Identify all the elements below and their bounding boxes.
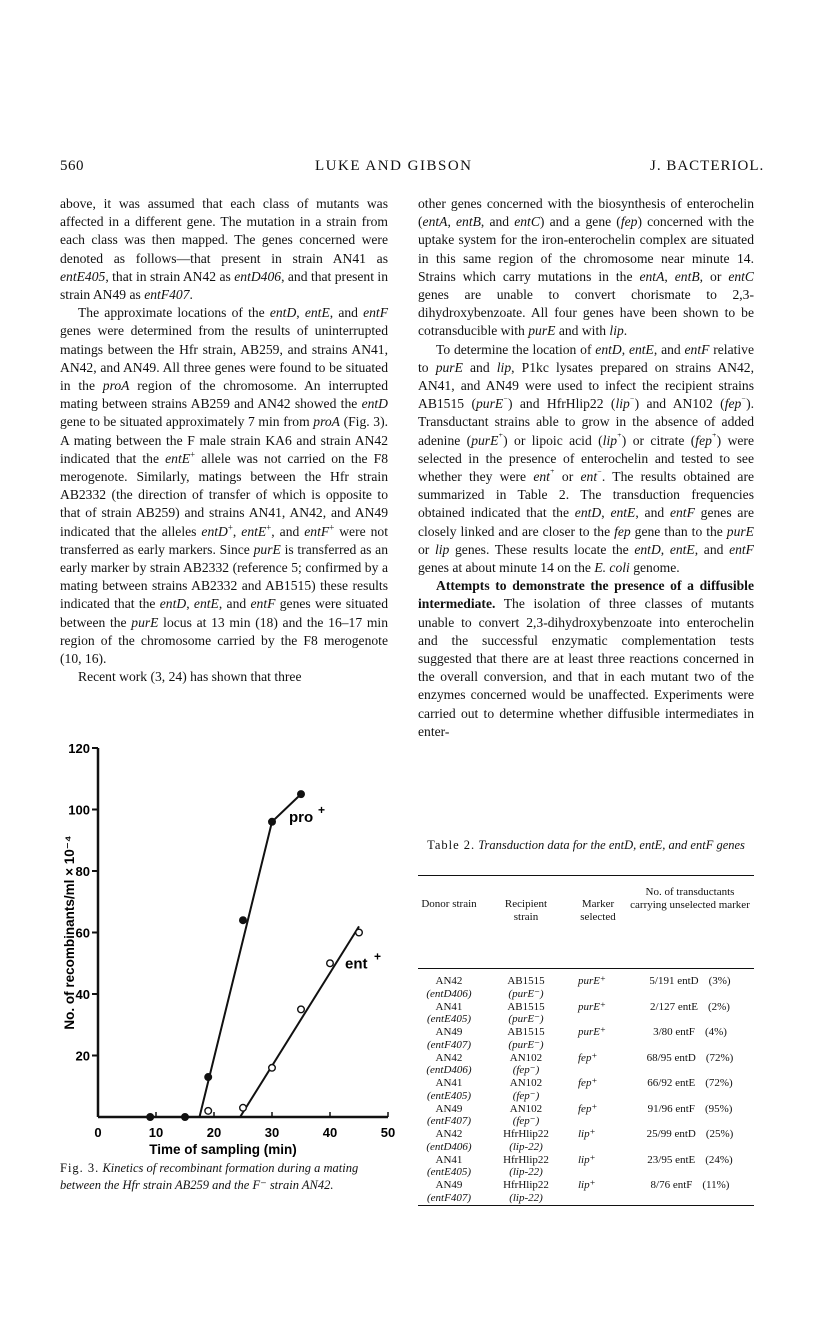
- cell-marker: [578, 1077, 618, 1090]
- gene-name: purE: [726, 523, 754, 539]
- cell-marker: [578, 1052, 618, 1065]
- text-run: locus at 13 min (18) and the 16–17 min region of the chromosome carried by the F8 merogenote (10, 16).: [60, 614, 388, 667]
- cell-count: [628, 1154, 752, 1167]
- text-run: ,: [447, 214, 456, 230]
- cell-donor: [418, 1026, 480, 1051]
- gene-name: entD: [361, 396, 388, 412]
- donor-allele: (entD406): [426, 1140, 472, 1153]
- text-run: ,: [232, 523, 242, 539]
- gene-name: entD: [269, 305, 297, 321]
- text-run: ) or citrate (: [621, 432, 696, 448]
- gene-name: entB: [456, 214, 481, 230]
- text-run: .: [623, 323, 628, 339]
- recipient-genotype: (lip-22): [509, 1140, 543, 1153]
- text-run: , and: [653, 341, 685, 357]
- gene-name: entF: [669, 505, 695, 521]
- gene-name: lip: [609, 323, 624, 339]
- data-point-ent+: [240, 1104, 247, 1111]
- superscript: +: [266, 522, 272, 533]
- y-tick-label: 100: [68, 802, 90, 818]
- transductant-percent: (3%): [708, 975, 731, 987]
- donor-allele: (entE405): [427, 1089, 471, 1102]
- y-axis-title: No. of recombinants/ml × 10⁻⁴: [62, 835, 77, 1030]
- superscript: +: [227, 522, 233, 533]
- recipient-strain: HfrHlip22: [503, 1128, 549, 1140]
- text-run: above, it was assumed that each class of mutants was affected in a different gene. The mutation in a strain from each class was then mapped. The genes concerned were denoted as follows—that present in strain AN41 as: [60, 196, 388, 266]
- paragraph-mutant-classes: [60, 195, 388, 304]
- series-label-ent+: ent: [345, 955, 368, 973]
- gene-name: lip: [602, 432, 618, 448]
- x-tick-label: 20: [206, 1125, 222, 1140]
- section-text: The isolation of three classes of mutants unable to convert 2,3-dihydroxybenzoate into enterochelin and the successful enzymatic complementation tests suggested that there are at least three reactions concerned in the overall conversion, and that in each mutant two of the enzymes concerned would be unaffected. Experiments were carried out to determine whether diffusible intermediates in enter-: [418, 596, 754, 739]
- text-run: ) and a gene (: [539, 214, 621, 230]
- marker-selected: purE⁺: [578, 1000, 606, 1013]
- transductant-count: 5/191 entD: [649, 975, 699, 987]
- donor-allele: (entF407): [427, 1115, 471, 1127]
- text-run: , that in strain AN42 as: [105, 268, 235, 284]
- gene-name: entA: [639, 268, 665, 284]
- data-point-pro+: [205, 1074, 212, 1081]
- paragraph-recent-work: Recent work (3, 24) has shown that three: [78, 669, 302, 685]
- text-run: is transferred as an early marker by strain AB2332 (reference 5; confirmed by a mating between strains AB2332 and AB1515) these results indicated that the: [60, 541, 389, 612]
- gene-name: fep: [695, 432, 712, 448]
- table-row: [418, 975, 754, 1001]
- text-run: genes were situated between the: [60, 596, 389, 630]
- paragraph-transduction: [418, 341, 754, 578]
- running-title: LUKE AND GIBSON: [315, 158, 473, 174]
- text-run: genes at about minute 14 on the: [418, 560, 595, 576]
- recipient-genotype: (fep⁻): [512, 1089, 540, 1102]
- text-run: ) and HfrHlip22 (: [507, 396, 616, 412]
- gene-name: entA: [422, 214, 448, 230]
- transductant-count: 68/95 entD: [646, 1051, 696, 1064]
- transductant-percent: (4%): [704, 1026, 727, 1038]
- text-run: or: [554, 469, 581, 485]
- transductant-count: 91/96 entF: [647, 1102, 695, 1115]
- text-run: and with: [555, 323, 610, 339]
- cell-marker: [578, 1026, 618, 1039]
- donor-strain: AN49: [435, 1026, 463, 1038]
- data-point-ent+: [205, 1108, 212, 1115]
- gene-name: entD: [634, 541, 661, 557]
- cell-count: [628, 1179, 752, 1192]
- gene-name: entE: [669, 541, 695, 557]
- paragraph-diffusible-intermediate: [418, 577, 754, 741]
- transductant-percent: (11%): [702, 1179, 730, 1191]
- gene-name: entF: [250, 596, 276, 612]
- superscript: +: [190, 449, 196, 460]
- table-2: [418, 875, 754, 1206]
- recipient-strain: AN102: [509, 1077, 543, 1089]
- recipient-strain: AN102: [509, 1051, 543, 1064]
- donor-strain: AN41: [435, 1077, 463, 1089]
- text-run: other genes concerned with the biosynthesis of enterochelin (: [418, 196, 754, 230]
- text-run: genes were determined from the results of uninterrupted matings between the Hfr strain, AB259, and strains AN41, AN42, and AN49. All three genes were found to be situated in the: [60, 323, 388, 394]
- transductant-percent: (2%): [707, 1000, 730, 1013]
- chart-svg: [50, 740, 400, 1157]
- cell-count: [628, 1103, 752, 1116]
- transductant-count: 66/92 entE: [647, 1077, 696, 1089]
- donor-strain: AN41: [435, 1153, 463, 1166]
- marker-selected: fep⁺: [578, 1102, 598, 1115]
- text-run: or: [418, 541, 435, 557]
- table-row: [418, 1128, 754, 1154]
- cell-marker: [578, 1128, 618, 1141]
- series-label-sup-ent+: +: [374, 949, 382, 964]
- cell-recipient: [500, 1001, 552, 1026]
- transductant-percent: (72%): [705, 1077, 733, 1089]
- gene-name: purE: [528, 323, 556, 339]
- recipient-strain: HfrHlip22: [503, 1153, 549, 1166]
- table-title: [418, 837, 754, 853]
- cell-count: [628, 975, 752, 988]
- data-point-ent+: [327, 960, 334, 967]
- page-number: 560: [60, 158, 84, 174]
- data-point-ent+: [269, 1065, 276, 1072]
- table-title-label: Table 2.: [427, 838, 476, 852]
- text-run: were not transferred as early markers. Since: [60, 523, 388, 557]
- table-row: [418, 1026, 754, 1052]
- gene-name: lip: [496, 359, 512, 375]
- gene-name: lip: [615, 396, 630, 412]
- text-run: ) were selected in the presence of enterochelin and tested to see whether they were: [418, 432, 754, 485]
- cell-recipient: [500, 975, 552, 1000]
- text-run: To determine the location of: [436, 341, 596, 357]
- text-run: genes are unable to convert chorismate to 2,3-dihydroxybenzoate. All four genes have been shown to be cotransducible with: [418, 287, 754, 339]
- table-row: [418, 1077, 754, 1103]
- data-point-pro+: [298, 791, 305, 798]
- data-point-pro+: [182, 1114, 189, 1121]
- superscript: ⁻: [597, 467, 602, 478]
- superscript: +: [329, 522, 335, 533]
- recipient-strain: AB1515: [507, 975, 545, 987]
- text-run: .: [189, 287, 193, 303]
- text-run: ) concerned with the uptake system for the iron-enterochelin complex are situated in this same region of the chromosome near minute 14. Strains which carry mutations in the: [418, 214, 754, 284]
- table-row: [418, 1179, 754, 1205]
- cell-recipient: [500, 1103, 552, 1128]
- gene-name: entE: [628, 341, 654, 357]
- text-run: region of the chromosome. An interrupted mating between strains AB259 and AN42 showed the: [60, 378, 389, 412]
- text-run: genes are closely linked and are closer to the: [418, 505, 755, 539]
- recipient-genotype: (fep⁻): [512, 1064, 540, 1076]
- donor-strain: AN49: [435, 1102, 463, 1115]
- recipient-genotype: (purE⁻): [508, 987, 544, 1000]
- recipient-genotype: (purE⁻): [508, 1038, 544, 1051]
- cell-recipient: [500, 1077, 552, 1102]
- gene-name: purE: [131, 614, 159, 630]
- gene-name: entF: [304, 523, 330, 539]
- gene-name: ent: [533, 469, 550, 485]
- text-run: , and that present in strain AN49 as: [60, 268, 389, 303]
- cell-donor: [418, 1077, 480, 1102]
- figure-caption-label: Fig. 3.: [60, 1161, 100, 1175]
- gene-name: entD: [159, 596, 187, 612]
- text-run: , and: [480, 214, 515, 230]
- y-tick-label: 120: [68, 741, 90, 756]
- recipient-strain: AB1515: [507, 1000, 545, 1013]
- gene-name: fep: [724, 396, 742, 412]
- text-run: . The results obtained are summarized in Table 2. The transduction frequencies obtained indicated that the: [418, 469, 755, 521]
- donor-strain: AN42: [435, 1051, 463, 1064]
- table-title-text: Transduction data for the entD, entE, and entF genes: [475, 838, 745, 852]
- cell-donor: [418, 1128, 480, 1153]
- superscript: ⁺: [549, 467, 555, 478]
- col-header-recipient: Recipient strain: [504, 898, 548, 923]
- gene-name: proA: [102, 378, 130, 394]
- marker-selected: fep⁺: [578, 1077, 598, 1089]
- text-run: ,: [296, 305, 305, 321]
- gene-name: entD: [201, 523, 228, 539]
- text-run: ) and AN102 (: [634, 396, 725, 412]
- x-tick-label: 50: [380, 1125, 396, 1140]
- donor-strain: AN41: [435, 1000, 463, 1013]
- recipient-strain: AB1515: [507, 1026, 545, 1038]
- gene-name: entC: [514, 214, 540, 230]
- gene-name: entD: [574, 505, 602, 521]
- figure-caption-text: Kinetics of recombinant formation during a mating between the Hfr strain AB259 and the F⁻ strain AN42.: [60, 1161, 359, 1192]
- table-row: [418, 1154, 754, 1180]
- marker-selected: lip⁺: [578, 1128, 596, 1140]
- section-heading: Attempts to demonstrate the presence of a diffusible intermediate.: [418, 578, 754, 612]
- cell-recipient: [500, 1179, 552, 1204]
- gene-name: entD: [595, 341, 622, 357]
- gene-name: fep: [614, 523, 631, 539]
- cell-donor: [418, 1179, 480, 1204]
- transductant-count: 25/99 entD: [646, 1128, 696, 1140]
- gene-name: E. coli: [594, 560, 630, 576]
- gene-name: purE: [476, 396, 504, 412]
- cell-donor: [418, 975, 480, 1000]
- col-header-donor: Donor strain: [421, 898, 477, 910]
- superscript: ⁻: [629, 394, 635, 405]
- transductant-percent: (72%): [705, 1051, 734, 1064]
- gene-name: fep: [620, 214, 638, 230]
- text-run: The approximate locations of the: [78, 305, 270, 321]
- x-axis-title: Time of sampling (min): [149, 1142, 297, 1157]
- cell-marker: [578, 1001, 618, 1014]
- text-run: , and: [694, 541, 730, 557]
- cell-donor: [418, 1103, 480, 1128]
- paragraph-other-genes: [418, 195, 754, 341]
- journal-name: J. BACTERIOL.: [650, 158, 765, 174]
- cell-count: [628, 1026, 752, 1039]
- cell-count: [628, 1001, 752, 1014]
- cell-donor: [418, 1154, 480, 1179]
- figure-3-chart: [50, 740, 400, 1157]
- cell-count: [628, 1077, 752, 1090]
- cell-marker: [578, 1103, 618, 1116]
- text-run: (Fig. 3). A mating between the F male strain KA6 and strain AN42 indicated that the: [60, 414, 389, 466]
- gene-name: lip: [434, 541, 450, 557]
- recipient-strain: HfrHlip22: [503, 1179, 549, 1191]
- transductant-percent: (24%): [705, 1153, 733, 1166]
- recipient-genotype: (lip-22): [509, 1191, 543, 1204]
- gene-name: ent: [580, 469, 598, 485]
- text-run: ,: [601, 505, 611, 521]
- recipient-genotype: (fep⁻): [512, 1115, 540, 1127]
- data-point-pro+: [240, 917, 247, 924]
- figure-caption: [60, 1160, 385, 1194]
- gene-name: entF: [729, 541, 754, 557]
- y-tick-label: 40: [75, 987, 90, 1002]
- superscript: ⁻: [741, 394, 747, 405]
- marker-selected: purE⁺: [578, 975, 606, 987]
- text-run: and: [462, 359, 497, 375]
- data-point-ent+: [356, 929, 363, 936]
- donor-strain: AN42: [435, 975, 463, 987]
- transductant-count: 8/76 entF: [650, 1179, 693, 1191]
- text-run: ). Transductant strains able to grow in the absence of added adenine (: [418, 396, 754, 448]
- recipient-genotype: (purE⁻): [508, 1013, 544, 1025]
- cell-recipient: [500, 1128, 552, 1153]
- data-point-pro+: [147, 1114, 154, 1121]
- series-line-pro+: [200, 794, 302, 1117]
- table-row: [418, 1103, 754, 1129]
- superscript: ⁺: [711, 431, 717, 442]
- text-run: ,: [660, 541, 670, 557]
- donor-allele: (entD406): [426, 987, 472, 1000]
- x-tick-label: 10: [148, 1125, 164, 1140]
- cell-recipient: [500, 1052, 552, 1077]
- gene-name: purE: [253, 541, 281, 557]
- gene-name: purE: [435, 359, 463, 375]
- transductant-count: 23/95 entE: [647, 1153, 696, 1166]
- text-run: genes. These results locate the: [449, 541, 635, 557]
- data-point-pro+: [269, 819, 276, 826]
- gene-name: entF: [363, 305, 389, 321]
- series-label-pro+: pro: [289, 809, 314, 827]
- series-label-sup-pro+: +: [318, 803, 326, 818]
- table-bottom-rule: [418, 1205, 754, 1206]
- y-tick-label: 20: [75, 1048, 90, 1064]
- transductant-percent: (95%): [704, 1102, 733, 1115]
- text-run: , or: [699, 268, 729, 284]
- gene-name: entF: [684, 341, 710, 357]
- superscript: ⁻: [503, 394, 508, 405]
- gene-name: entE405: [60, 268, 106, 284]
- cell-count: [628, 1052, 752, 1065]
- x-tick-label: 30: [264, 1125, 280, 1140]
- gene-name: entC: [728, 268, 754, 284]
- text-run: relative to: [418, 341, 755, 375]
- table-row: [418, 1001, 754, 1027]
- cell-marker: [578, 975, 618, 988]
- gene-name: proA: [313, 414, 340, 430]
- text-run: , and: [271, 523, 305, 539]
- cell-recipient: [500, 1026, 552, 1051]
- marker-selected: fep⁺: [578, 1051, 598, 1064]
- gene-name: entF407: [144, 287, 190, 303]
- text-run: ,: [621, 341, 629, 357]
- text-run: , and: [329, 305, 364, 321]
- cell-marker: [578, 1154, 618, 1167]
- cell-donor: [418, 1001, 480, 1026]
- col-header-marker: Marker selected: [580, 898, 616, 923]
- donor-allele: (entD406): [426, 1064, 472, 1076]
- donor-strain: AN42: [435, 1128, 463, 1140]
- gene-name: entE: [241, 523, 267, 539]
- marker-selected: purE⁺: [578, 1026, 606, 1038]
- gene-name: entB: [674, 268, 700, 284]
- cell-marker: [578, 1179, 618, 1192]
- gene-name: entE: [193, 596, 219, 612]
- table-row: [418, 1052, 754, 1078]
- text-run: allele was not carried on the F8 merogenote. Similarly, matings between the Hfr strain AB2332 (the direction of transfer of which is opposite to that of strain AB259) and strains AN41, AN42, and AN49 indicated that the alleles: [60, 450, 388, 539]
- donor-allele: (entF407): [427, 1038, 471, 1051]
- text-run: , and: [635, 505, 670, 521]
- donor-allele: (entE405): [427, 1013, 471, 1025]
- text-run: ) or lipoic acid (: [503, 432, 603, 448]
- transductant-count: 2/127 entE: [650, 1000, 698, 1013]
- gene-name: purE: [471, 432, 499, 448]
- text-run: gene to be situated approximately 7 min from: [60, 414, 314, 430]
- y-tick-label: 80: [75, 864, 90, 879]
- y-tick-label: 60: [75, 925, 90, 941]
- donor-allele: (entE405): [427, 1166, 471, 1178]
- gene-name: entD406: [234, 268, 282, 284]
- transductant-percent: (25%): [705, 1128, 734, 1140]
- transductant-count: 3/80 entF: [653, 1026, 695, 1038]
- text-run: genome.: [629, 560, 680, 576]
- marker-selected: lip⁺: [578, 1179, 596, 1191]
- recipient-strain: AN102: [509, 1102, 543, 1115]
- superscript: ⁺: [498, 431, 504, 442]
- right-column: [418, 195, 754, 741]
- x-tick-label: 0: [94, 1125, 102, 1140]
- gene-name: entE: [165, 450, 191, 466]
- text-run: , P1kc lysates prepared on strains AN42, AN41, and AN49 were used to infect the recipient strains AB1515 (: [418, 359, 754, 412]
- marker-selected: lip⁺: [578, 1153, 596, 1166]
- superscript: ⁺: [617, 431, 622, 442]
- paragraph-gene-locations: [60, 304, 388, 668]
- text-run: ,: [664, 268, 675, 284]
- table-body: [418, 969, 754, 1205]
- cell-recipient: [500, 1154, 552, 1179]
- table-header: [418, 876, 754, 968]
- cell-count: [628, 1128, 752, 1141]
- text-run: , and: [218, 596, 251, 612]
- cell-donor: [418, 1052, 480, 1077]
- col-header-count: No. of transductants carrying unselected marker: [630, 886, 750, 911]
- left-column: [60, 195, 388, 686]
- donor-strain: AN49: [435, 1179, 463, 1191]
- series-line-ent+: [240, 926, 359, 1117]
- gene-name: entE: [304, 305, 330, 321]
- x-tick-label: 40: [322, 1125, 338, 1140]
- recipient-genotype: (lip-22): [509, 1166, 543, 1178]
- donor-allele: (entF407): [427, 1191, 471, 1204]
- data-point-ent+: [298, 1006, 305, 1013]
- text-run: ,: [186, 596, 194, 612]
- gene-name: entE: [610, 505, 636, 521]
- text-run: gene than to the: [630, 523, 727, 539]
